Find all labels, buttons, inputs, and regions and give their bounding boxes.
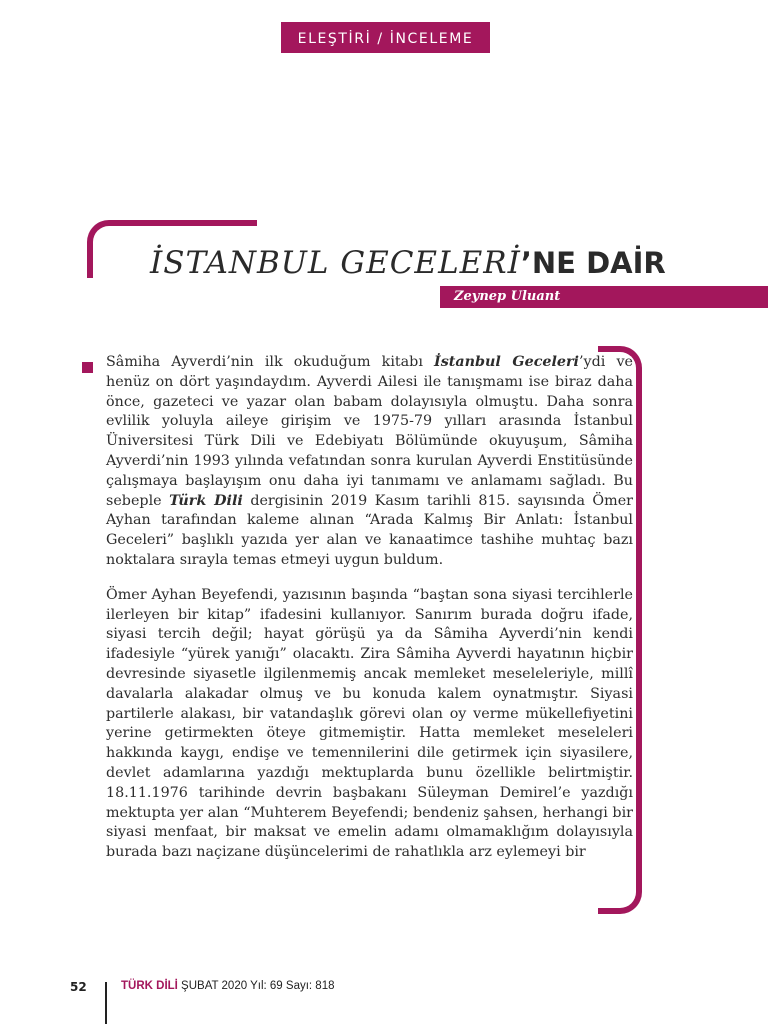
author-byline: Zeynep Uluant [440, 286, 768, 308]
footer-info [121, 980, 335, 992]
footer-issue: ŞUBAT 2020 Yıl: 69 Sayı: 818 [177, 980, 335, 992]
paragraph-2: Ömer Ayhan Beyefendi, yazısının başında “baştan sona siyasi tercihlerle ilerleyen bir kitap” ifadesini kullanıyor. Sanırım burada doğru ifade, siyasi tercih değil; hayat görüşü ya da Sâmiha Ayverdi’nin kendi ifadesiyle “yürek yanığı” olacaktı. Zira Sâmiha Ayverdi hayatının hiçbir devresinde siyasetle ilgilenmemiş ancak memleket meseleleriyle, millî davalarla alakadar olmuş ve bu konuda kalem oynatmıştır. Siyasi partilerle alakası, bir vatandaşlık görevi olan oy verme mükellefiyetini yerine getirmekten öteye gitmemiştir. Hatta memleket meseleleri hakkında kaygı, endişe ve temennilerini dile getirmek için siyasilere, devlet adamlarına yazdığı mektuplarda bunu özellikle belirtmiştir. 18.11.1976 tarihinde devrin başbakanı Süleyman Demirel’e yazdığı mektupta yer alan “Muhterem Beyefendi; bendeniz şahsen, herhangi bir siyasi menfaat, bir maksat ve emelin adamı olmamaklığım dolayısıyla burada bazı naçizane düşüncelerimi de rahatlıkla arz eylemeyi bir [106, 586, 633, 861]
title-bold: ’NE DAİR [520, 246, 666, 280]
p1-text-a: Sâmiha Ayverdi’nin ilk okuduğum kitabı [106, 354, 435, 370]
paragraph-1 [106, 353, 633, 571]
p1-text-b: ’ydi ve henüz on dört yaşındaydım. Ayverdi Ailesi ile tanışmamı ise biraz daha önce, gazeteci ve yazar olan babam dolayısıyla olmuştu. Daha sonra evlilik yoluyla aileye girişim ve 1975-79 yılları arasında İstanbul Üniversitesi Türk Dili ve Edebiyatı Bölümünde okuyuşum, Sâmiha Ayverdi’nin 1993 yılında vefatından sonra kurulan Ayverdi Enstitüsünde çalışmaya başlayışım onu daha iyi tanımamı ve anlamamı sağladı. Bu sebeple [106, 354, 633, 509]
page-number: 52 [70, 980, 87, 994]
section-label: ELEŞTİRİ / İNCELEME [281, 26, 490, 53]
section-tag [281, 0, 490, 60]
footer-divider [105, 982, 107, 1024]
book-title: İstanbul Geceleri [434, 354, 579, 370]
magazine-title: Türk Dili [169, 492, 243, 509]
article-body [106, 353, 633, 878]
paragraph-bullet [82, 362, 93, 373]
footer-magazine: TÜRK DİLİ [121, 980, 178, 992]
title-italic: İSTANBUL GECELERİ [150, 245, 521, 281]
article-title [150, 240, 710, 286]
p1-text-c: dergisinin 2019 Kasım tarihli 815. sayısında Ömer Ayhan tarafından kaleme alınan “Arada Kalmış Bir Anlatı: İstanbul Geceleri” başlıklı yazıda yer alan ve kanaatimce tashihe muhtaç bazı noktalara sırayla temas etmeyi uygun buldum. [106, 492, 634, 568]
